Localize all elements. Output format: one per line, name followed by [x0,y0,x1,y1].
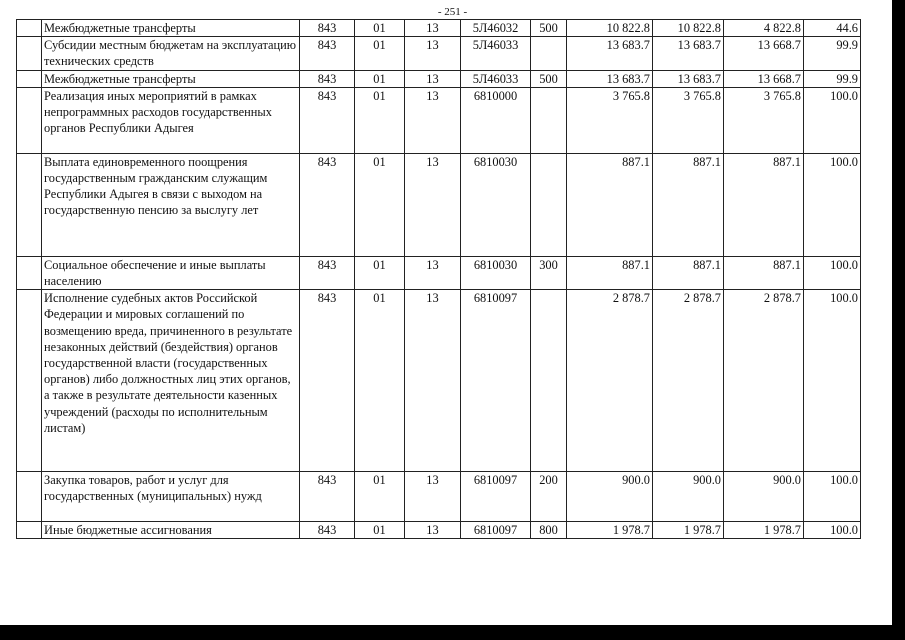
plan-amount-2: 13 683.7 [653,37,724,70]
expense-name: Реализация иных мероприятий в рамках непрограммных расходов государственных органов Республики Адыгея [42,87,300,153]
expense-name: Исполнение судебных актов Российской Федерации и мировых соглашений по возмещению вреда, причиненного в результате незаконных действий (бездействия) органов государственной власти (государственных органов) либо должностных лиц этих органов, а также в результате деятельности казенных учреждений (расходы по исполнительным листам) [42,290,300,472]
execution-percent: 100.0 [804,153,861,256]
section-code: 01 [355,87,405,153]
expense-type-code [531,153,567,256]
executed-amount: 887.1 [724,153,804,256]
expense-type-code [531,37,567,70]
expense-type-code [531,87,567,153]
scan-edge-right [892,0,905,625]
ministry-code: 843 [300,153,355,256]
target-code: 6810030 [461,153,531,256]
blank-cell [17,522,42,539]
subsection-code: 13 [405,290,461,472]
expense-name: Межбюджетные трансферты [42,20,300,37]
plan-amount-1: 13 683.7 [567,70,653,87]
executed-amount: 13 668.7 [724,70,804,87]
ministry-code: 843 [300,256,355,289]
subsection-code: 13 [405,70,461,87]
plan-amount-2: 10 822.8 [653,20,724,37]
expense-type-code: 200 [531,472,567,522]
table-row [17,20,861,37]
plan-amount-2: 2 878.7 [653,290,724,472]
plan-amount-2: 900.0 [653,472,724,522]
execution-percent: 100.0 [804,87,861,153]
section-code: 01 [355,153,405,256]
subsection-code: 13 [405,37,461,70]
subsection-code: 13 [405,153,461,256]
blank-cell [17,290,42,472]
table-row [17,256,861,289]
execution-percent: 99.9 [804,37,861,70]
plan-amount-2: 887.1 [653,256,724,289]
blank-cell [17,20,42,37]
table-row [17,522,861,539]
expense-name: Закупка товаров, работ и услуг для государственных (муниципальных) нужд [42,472,300,522]
expense-name: Выплата единовременного поощрения государственным гражданским служащим Республики Адыгея в связи с выходом на государственную пенсию за выслугу лет [42,153,300,256]
table-row [17,70,861,87]
plan-amount-1: 2 878.7 [567,290,653,472]
expense-name: Межбюджетные трансферты [42,70,300,87]
expense-type-code: 500 [531,70,567,87]
target-code: 5Л46033 [461,37,531,70]
section-code: 01 [355,37,405,70]
ministry-code: 843 [300,20,355,37]
scan-edge-bottom [0,625,905,640]
table-row [17,37,861,70]
plan-amount-1: 10 822.8 [567,20,653,37]
section-code: 01 [355,290,405,472]
target-code: 6810097 [461,472,531,522]
table-row [17,472,861,522]
ministry-code: 843 [300,290,355,472]
plan-amount-2: 1 978.7 [653,522,724,539]
table-row [17,153,861,256]
expense-type-code: 300 [531,256,567,289]
table-row [17,87,861,153]
plan-amount-1: 900.0 [567,472,653,522]
plan-amount-1: 3 765.8 [567,87,653,153]
target-code: 6810097 [461,522,531,539]
blank-cell [17,256,42,289]
blank-cell [17,472,42,522]
subsection-code: 13 [405,20,461,37]
expense-name: Субсидии местным бюджетам на эксплуатацию технических средств [42,37,300,70]
section-code: 01 [355,522,405,539]
budget-table [16,19,861,539]
executed-amount: 887.1 [724,256,804,289]
blank-cell [17,87,42,153]
target-code: 6810030 [461,256,531,289]
plan-amount-2: 3 765.8 [653,87,724,153]
executed-amount: 900.0 [724,472,804,522]
section-code: 01 [355,256,405,289]
execution-percent: 100.0 [804,290,861,472]
section-code: 01 [355,472,405,522]
expense-name: Социальное обеспечение и иные выплаты населению [42,256,300,289]
expense-type-code: 500 [531,20,567,37]
ministry-code: 843 [300,522,355,539]
subsection-code: 13 [405,256,461,289]
execution-percent: 99.9 [804,70,861,87]
ministry-code: 843 [300,472,355,522]
target-code: 5Л46033 [461,70,531,87]
executed-amount: 1 978.7 [724,522,804,539]
executed-amount: 4 822.8 [724,20,804,37]
table-row [17,290,861,472]
expense-name: Иные бюджетные ассигнования [42,522,300,539]
subsection-code: 13 [405,522,461,539]
expense-type-code: 800 [531,522,567,539]
plan-amount-1: 887.1 [567,256,653,289]
target-code: 6810097 [461,290,531,472]
execution-percent: 100.0 [804,522,861,539]
blank-cell [17,37,42,70]
target-code: 6810000 [461,87,531,153]
ministry-code: 843 [300,37,355,70]
plan-amount-1: 887.1 [567,153,653,256]
ministry-code: 843 [300,87,355,153]
execution-percent: 44.6 [804,20,861,37]
plan-amount-2: 13 683.7 [653,70,724,87]
plan-amount-2: 887.1 [653,153,724,256]
execution-percent: 100.0 [804,256,861,289]
execution-percent: 100.0 [804,472,861,522]
plan-amount-1: 13 683.7 [567,37,653,70]
executed-amount: 2 878.7 [724,290,804,472]
expense-type-code [531,290,567,472]
page-number: - 251 - [437,6,468,18]
blank-cell [17,70,42,87]
executed-amount: 3 765.8 [724,87,804,153]
plan-amount-1: 1 978.7 [567,522,653,539]
section-code: 01 [355,70,405,87]
section-code: 01 [355,20,405,37]
ministry-code: 843 [300,70,355,87]
target-code: 5Л46032 [461,20,531,37]
subsection-code: 13 [405,87,461,153]
executed-amount: 13 668.7 [724,37,804,70]
blank-cell [17,153,42,256]
subsection-code: 13 [405,472,461,522]
